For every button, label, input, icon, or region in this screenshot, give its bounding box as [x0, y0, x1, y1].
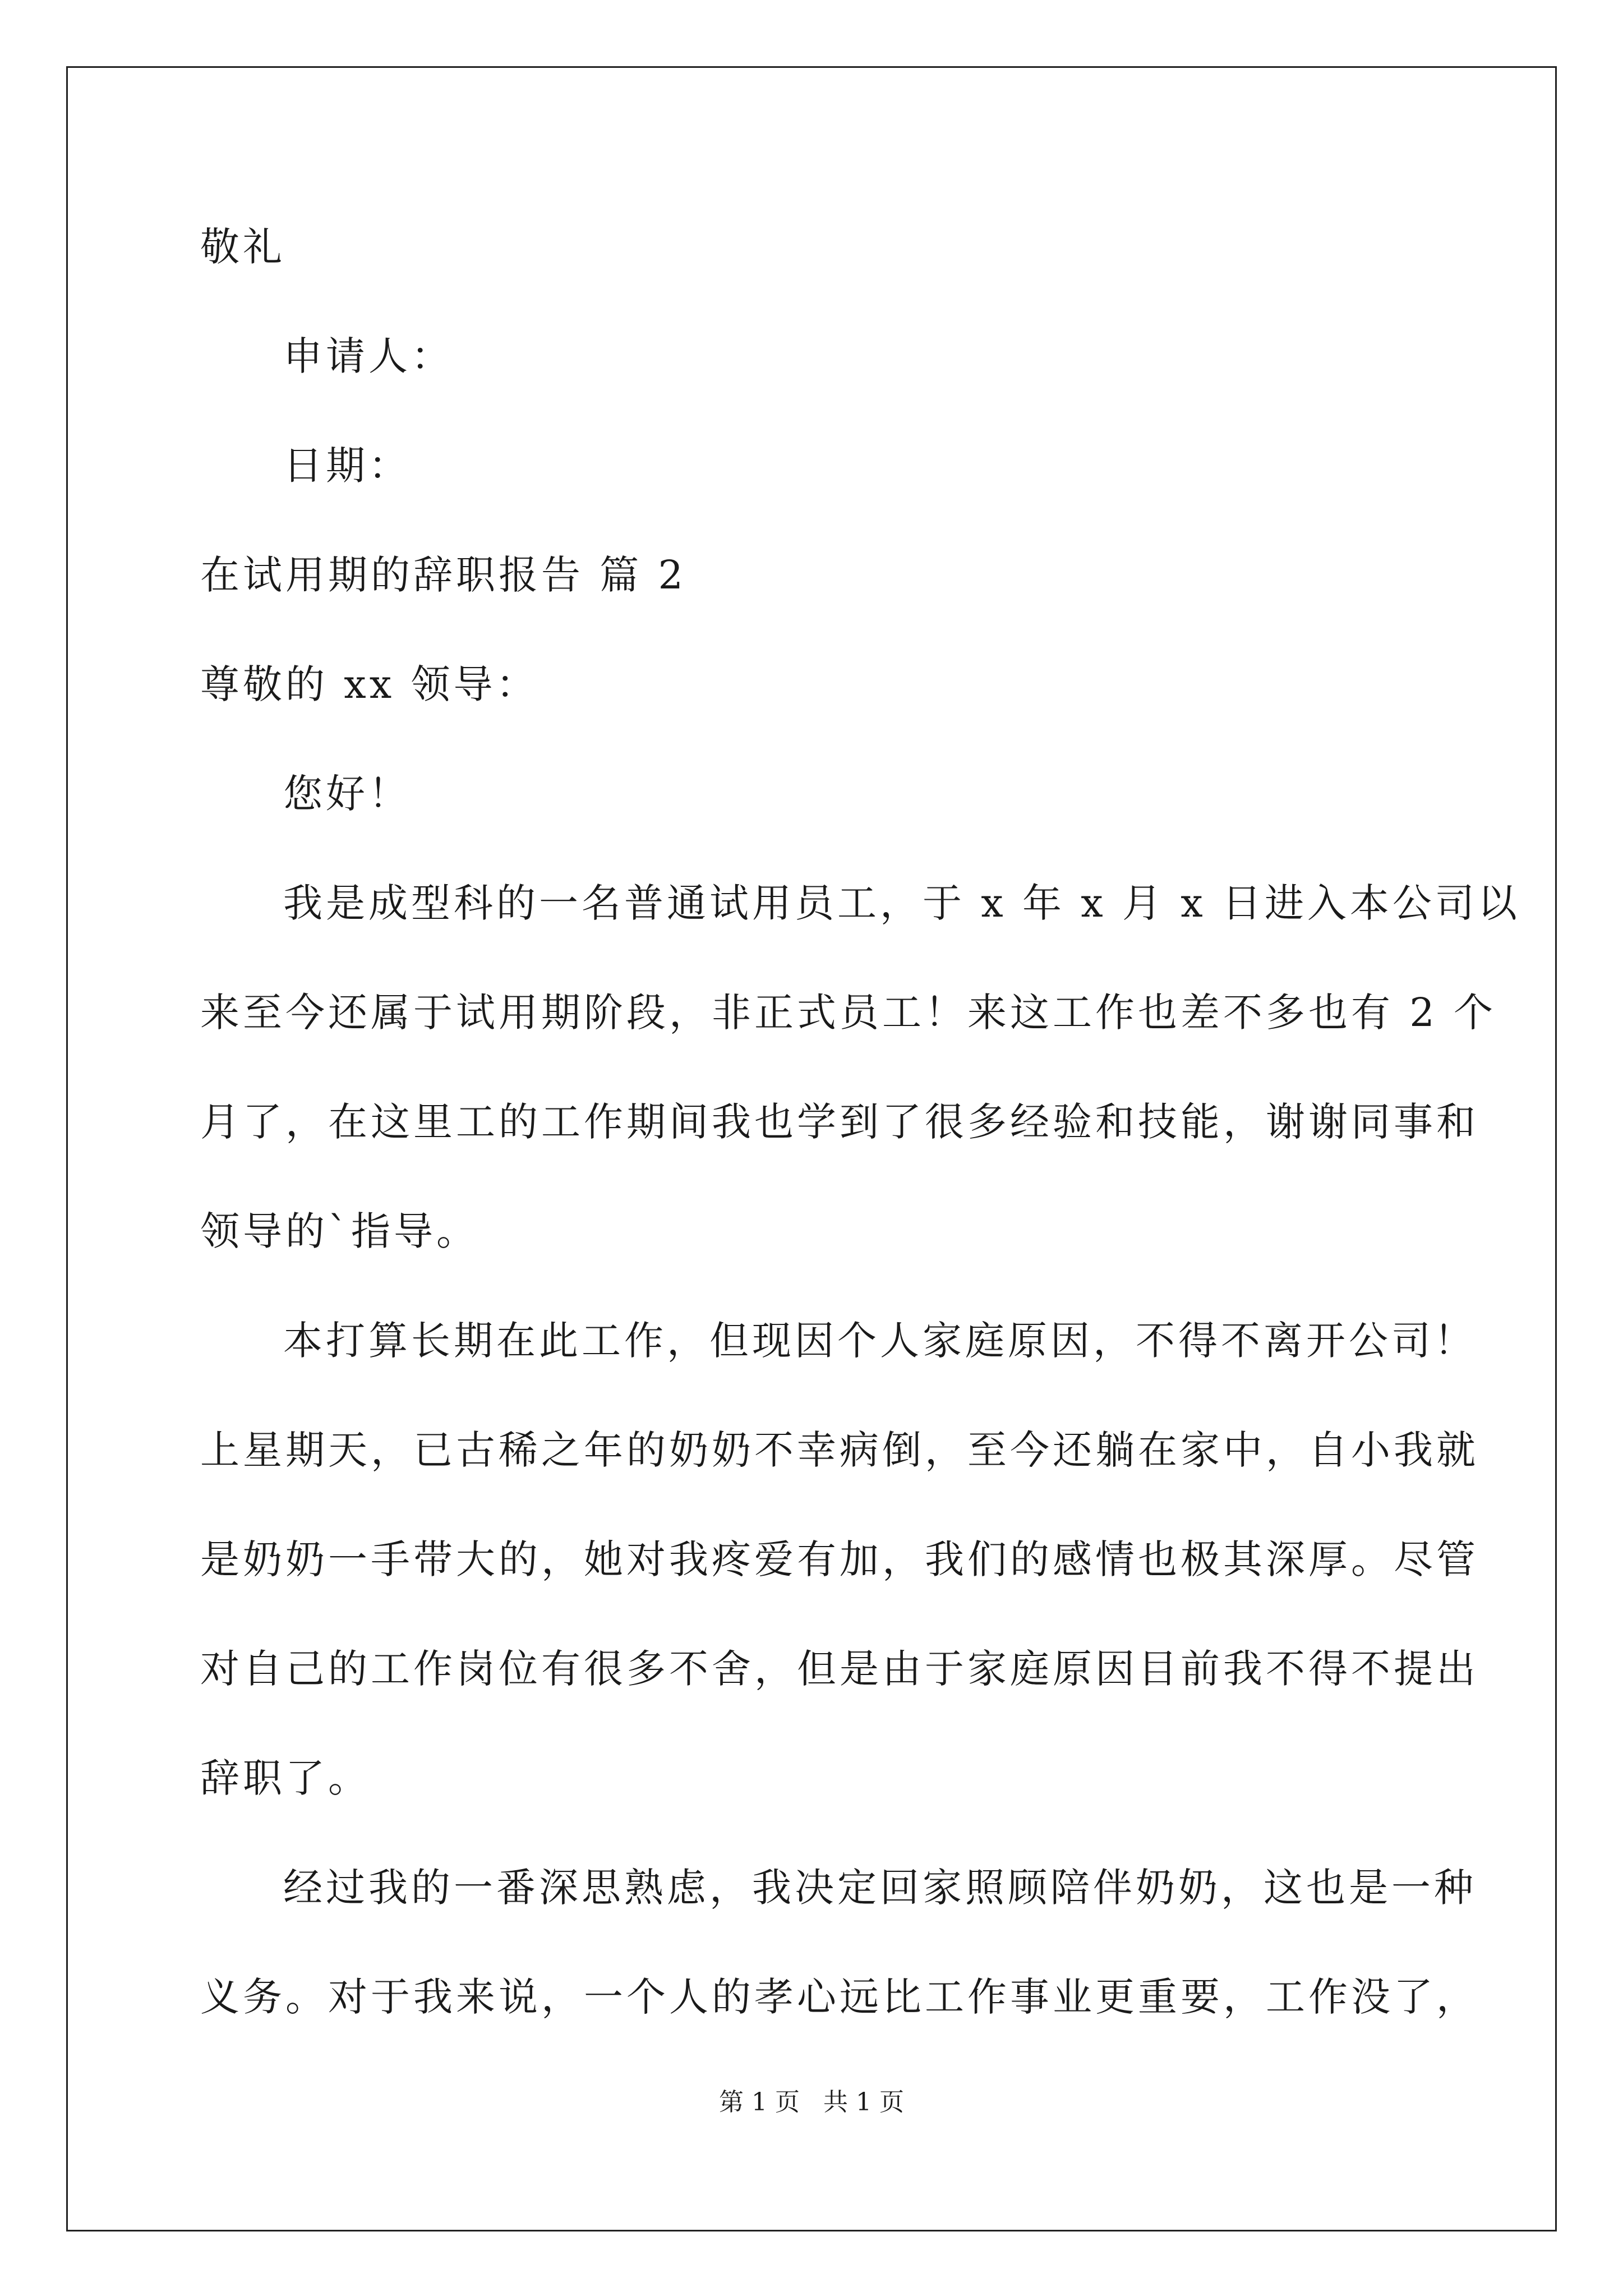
- paragraph-1-line-3: 月了，在这里工的工作期间我也学到了很多经验和技能，谢谢同事和: [200, 1099, 1479, 1145]
- paragraph-3-line-1: 经过我的一番深思熟虑，我决定回家照顾陪伴奶奶，这也是一种: [283, 1865, 1477, 1911]
- paragraph-1-line-1: 我是成型科的一名普通试用员工，于 x 年 x 月 x 日进入本公司以: [283, 880, 1520, 926]
- paragraph-1-line-2: 来至今还属于试用期阶段，非正式员工！来这工作也差不多也有 2 个: [200, 990, 1497, 1036]
- section-heading: 在试用期的辞职报告 篇 2: [200, 552, 687, 598]
- paragraph-2-line-1: 本打算长期在此工作，但现因个人家庭原因，不得不离开公司！: [283, 1318, 1477, 1364]
- salutation: 尊敬的 xx 领导：: [200, 661, 539, 707]
- date-label: 日期：: [283, 443, 411, 489]
- paragraph-2-line-4: 对自己的工作岗位有很多不舍，但是由于家庭原因目前我不得不提出: [200, 1646, 1479, 1692]
- page-footer: 第 1 页 共 1 页: [719, 2088, 904, 2116]
- applicant-label: 申请人：: [283, 333, 454, 379]
- paragraph-1-line-4: 领导的`指导。: [200, 1208, 479, 1254]
- paragraph-2-line-3: 是奶奶一手带大的，她对我疼爱有加，我们的感情也极其深厚。尽管: [200, 1536, 1479, 1582]
- closing-text: 敬礼: [200, 224, 285, 270]
- paragraph-3-line-2: 义务。对于我来说，一个人的孝心远比工作事业更重要，工作没了，: [200, 1974, 1479, 2020]
- paragraph-2-line-5: 辞职了。: [200, 1755, 371, 1801]
- paragraph-2-line-2: 上星期天，已古稀之年的奶奶不幸病倒，至今还躺在家中，自小我就: [200, 1427, 1479, 1473]
- greeting: 您好！: [283, 771, 411, 817]
